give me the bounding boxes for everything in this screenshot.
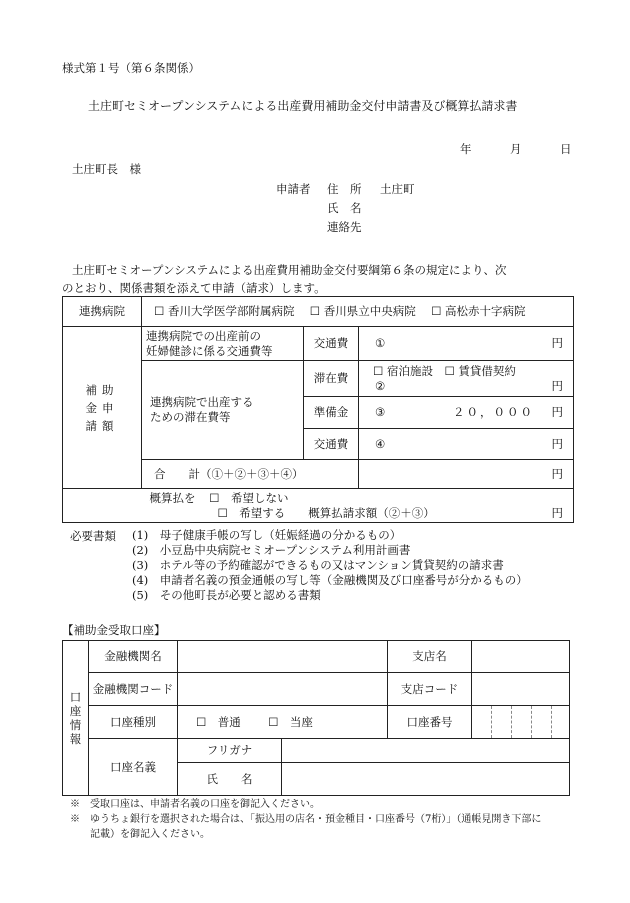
- account-table: [62, 640, 570, 796]
- applicant-label: 申請者: [276, 182, 311, 196]
- prep-label: 準備金: [304, 397, 359, 429]
- account-side-cell: [63, 641, 89, 796]
- hospital-option-takamatsu-red-cross[interactable]: ☐ 高松赤十字病院: [431, 304, 526, 318]
- stay-options[interactable]: ☐ 宿泊施設 ☐ 賃貸借契約: [373, 363, 516, 378]
- hospital-option-prefectural-central[interactable]: ☐ 香川県立中央病院: [309, 304, 416, 318]
- item4-yen: 円: [551, 436, 564, 451]
- account-heading: 【補助金受取口座】: [62, 623, 166, 637]
- furigana-label: フリガナ: [178, 739, 282, 763]
- approx-cell: [142, 489, 574, 523]
- item3-yen: 円: [551, 405, 564, 419]
- transport-label: 交通費: [304, 327, 359, 361]
- item2-cell[interactable]: [359, 361, 574, 397]
- required-docs-list: [132, 528, 528, 603]
- account-number-label: 口座番号: [388, 706, 472, 739]
- required-doc-item: (3) ホテル等の予約確認ができるもの又はマンション賃貸契約の請求書: [132, 558, 504, 572]
- account-number-digit[interactable]: [472, 706, 492, 739]
- branch-code-input[interactable]: [472, 673, 570, 706]
- item1-num: ①: [375, 336, 386, 350]
- total-cell[interactable]: [359, 460, 574, 489]
- approx-yes-option[interactable]: ☐ 希望する 概算払請求額（②＋③）: [217, 505, 435, 520]
- note-line: 記載）を御記入ください。: [70, 829, 210, 840]
- subsidy-label-cell: [63, 327, 142, 489]
- account-type-options: [178, 706, 388, 739]
- item4-cell[interactable]: [359, 429, 574, 460]
- date-year: 年: [460, 142, 472, 156]
- prenatal-desc-line-2: 妊婦健診に係る交通費等: [146, 343, 273, 358]
- name-label: 氏 名: [327, 201, 362, 215]
- addressee: 土庄町長 様: [72, 162, 141, 176]
- hospital-option-kagawa-univ[interactable]: ☐ 香川大学医学部附属病院: [154, 304, 295, 318]
- hospital-label: 連携病院: [63, 297, 142, 327]
- date-day: 日: [560, 142, 572, 156]
- total-label: 合 計（①＋②＋③＋④）: [142, 460, 359, 489]
- required-doc-item: (2) 小豆島中央病院セミオープンシステム利用計画書: [132, 543, 411, 557]
- item3-num: ③: [375, 405, 386, 419]
- form-title: 土庄町セミオープンシステムによる出産費用補助金交付申請書及び概算払請求書: [88, 99, 518, 113]
- bank-name-input[interactable]: [178, 641, 388, 673]
- intro-line-2: のとおり、関係書類を添えて申請（請求）します。: [62, 281, 326, 295]
- account-type-label: 口座種別: [89, 706, 178, 739]
- contact-label: 連絡先: [327, 220, 362, 234]
- subsidy-label: 補助金申請額: [85, 382, 119, 433]
- stay-desc: [142, 361, 304, 460]
- account-number-digit[interactable]: [492, 706, 512, 739]
- holder-name-label: 氏 名: [178, 763, 282, 796]
- intro-line-1: 土庄町セミオープンシステムによる出産費用補助金交付要綱第６条の規定により、次: [72, 263, 507, 277]
- note-line: ※ ゆうちょ銀行を選択された場合は、「振込用の店名・預金種目・口座番号（7桁）」（通帳見開き下部に: [70, 814, 542, 825]
- address-value: 土庄町: [380, 182, 415, 196]
- bank-code-label: 金融機関コード: [89, 673, 178, 706]
- address-label: 住 所: [327, 182, 362, 196]
- required-doc-item: (1) 母子健康手帳の写し（妊娠経過の分かるもの）: [132, 528, 402, 542]
- hospital-options: [142, 297, 574, 327]
- transport2-label: 交通費: [304, 429, 359, 460]
- required-doc-item: (5) その他町長が必要と認める書類: [132, 588, 321, 602]
- account-number-digit[interactable]: [512, 706, 532, 739]
- branch-code-label: 支店コード: [388, 673, 472, 706]
- item2-num: ②: [375, 378, 386, 393]
- item3-cell[interactable]: [359, 397, 574, 429]
- date-month: 月: [510, 142, 522, 156]
- item1-yen: 円: [551, 336, 564, 350]
- account-side-label: 口座情報: [69, 689, 82, 746]
- holder-name-input[interactable]: [282, 763, 570, 796]
- item1-cell[interactable]: [359, 327, 574, 361]
- branch-name-label: 支店名: [388, 641, 472, 673]
- approx-spacer: [63, 489, 142, 523]
- total-yen: 円: [551, 466, 564, 481]
- notes: [70, 797, 541, 842]
- item4-num: ④: [375, 436, 386, 451]
- furigana-input[interactable]: [282, 739, 570, 763]
- note-line: ※ 受取口座は、申請者名義の口座を御記入ください。: [70, 799, 320, 810]
- account-type-ordinary[interactable]: ☐ 普通: [196, 714, 241, 729]
- account-number-digit[interactable]: [532, 706, 552, 739]
- bank-name-label: 金融機関名: [89, 641, 178, 673]
- item3-value: ２０，０００: [452, 405, 534, 419]
- form-number: 様式第１号（第６条関係）: [62, 61, 200, 75]
- stay-desc-line-1: 連携病院で出産する: [150, 395, 254, 409]
- account-type-checking[interactable]: ☐ 当座: [268, 714, 313, 729]
- bank-code-input[interactable]: [178, 673, 388, 706]
- stay-desc-line-2: ための滞在費等: [150, 410, 231, 424]
- application-table: [62, 296, 574, 523]
- approx-yen: 円: [551, 505, 564, 520]
- branch-name-input[interactable]: [472, 641, 570, 673]
- item2-yen: 円: [551, 378, 564, 393]
- required-docs-label: 必要書類: [70, 529, 116, 543]
- prenatal-desc-line-1: 連携病院での出産前の: [146, 328, 261, 343]
- account-holder-label: 口座名義: [89, 739, 178, 796]
- account-number-digit[interactable]: [552, 706, 570, 739]
- approx-label: 概算払を: [149, 490, 196, 505]
- approx-no-option[interactable]: ☐ 希望しない: [209, 490, 289, 505]
- stay-label: 滞在費: [304, 361, 359, 397]
- required-doc-item: (4) 申請者名義の預金通帳の写し等（金融機関及び口座番号が分かるもの）: [132, 573, 528, 587]
- prenatal-desc: [142, 327, 304, 361]
